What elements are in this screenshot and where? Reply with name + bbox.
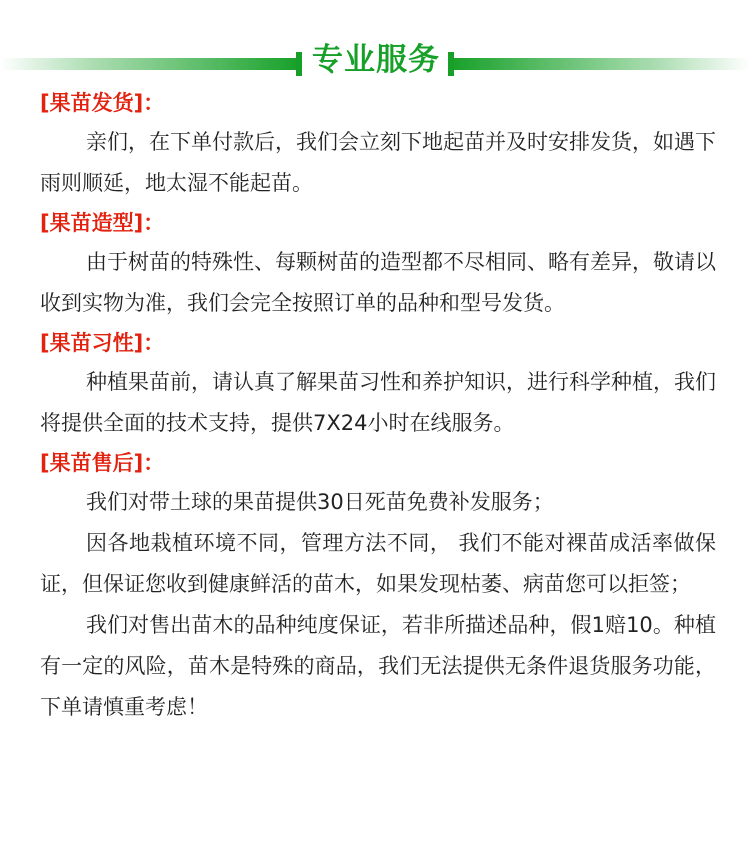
section-heading: [果苗习性]： [40, 331, 165, 355]
section-title-banner [0, 18, 750, 76]
section-heading: [果苗售后]： [40, 451, 165, 475]
section-heading: [果苗发货]： [40, 91, 165, 115]
section-paragraph: 由于树苗的特殊性、每颗树苗的造型都不尽相同、略有差异，敬请以收到实物为准，我们会完全按照订单的品种和型号发货。 [40, 250, 716, 315]
service-content [40, 84, 716, 728]
section-paragraph: 我们对售出苗木的品种纯度保证，若非所描述品种，假1赔10。种植有一定的风险，苗木是特殊的商品，我们无法提供无条件退货服务功能，下单请慎重考虑！ [40, 613, 716, 719]
section-heading: [果苗造型]： [40, 211, 165, 235]
section-shape [40, 204, 716, 324]
section-habits [40, 324, 716, 444]
page-title: 专业服务 [312, 42, 440, 78]
section-paragraph: 我们对带土球的果苗提供30日死苗免费补发服务； [86, 490, 554, 514]
left-gradient-bar [0, 58, 300, 70]
section-after-sales [40, 444, 716, 728]
section-shipping [40, 84, 716, 204]
section-paragraph: 亲们，在下单付款后，我们会立刻下地起苗并及时安排发货，如遇下雨则顺延，地太湿不能起苗。 [40, 130, 716, 195]
section-paragraph: 因各地栽植环境不同，管理方法不同， 我们不能对裸苗成活率做保证，但保证您收到健康鲜活的苗木，如果发现枯萎、病苗您可以拒签； [40, 531, 716, 596]
section-paragraph: 种植果苗前，请认真了解果苗习性和养护知识，进行科学种植，我们将提供全面的技术支持，提供7X24小时在线服务。 [40, 370, 716, 435]
right-gradient-bar [449, 58, 750, 70]
left-bar-cap [296, 52, 302, 76]
